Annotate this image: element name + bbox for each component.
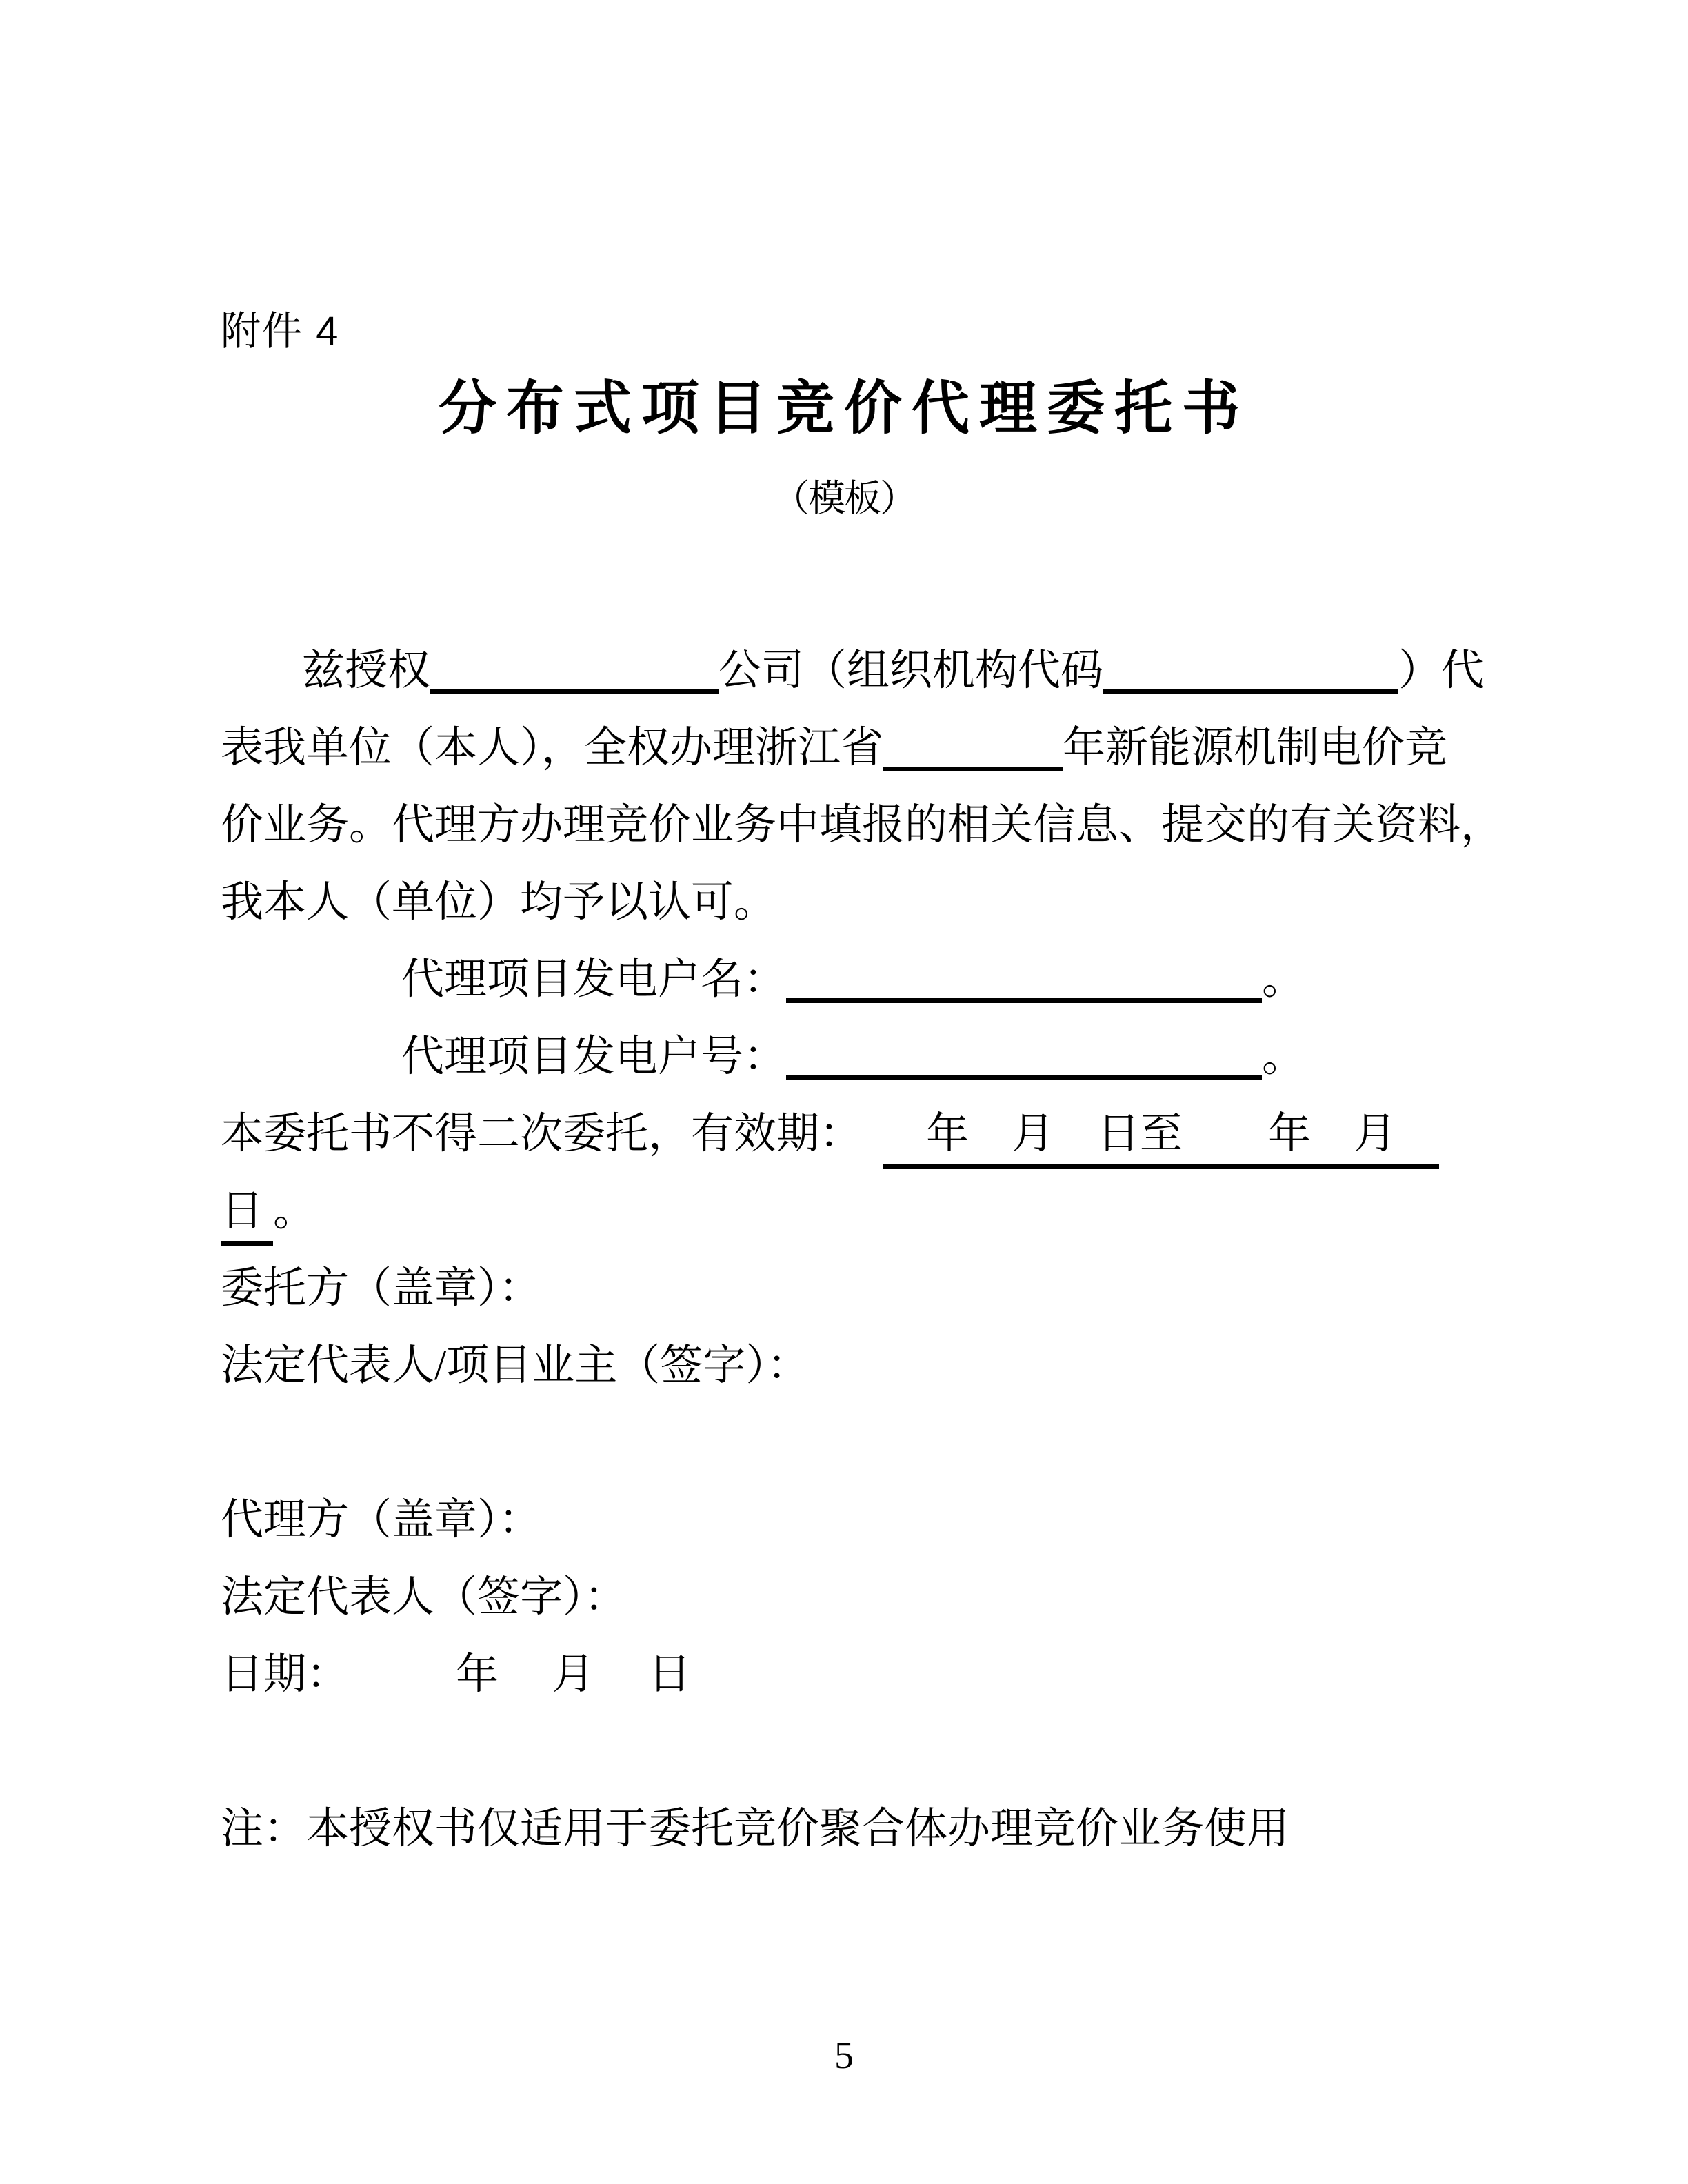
line-authorization-3 (221, 787, 1504, 864)
validity-gap (841, 1111, 883, 1157)
document-title: 分布式项目竞价代理委托书 (438, 377, 1249, 441)
date-label: 日期： 年 月 日 (221, 1651, 692, 1698)
client-seal-label: 委托方（盖章）： (221, 1265, 542, 1312)
line-validity-tail (221, 1173, 1495, 1250)
line-account-name (221, 941, 1495, 1018)
blank-year (883, 727, 1063, 771)
note-text: 注：本授权书仅适用于委托竞价聚合体办理竞价业务使用 (221, 1806, 1290, 1852)
agent-seal-label: 代理方（盖章）： (221, 1497, 542, 1544)
spacer-line-2 (221, 1713, 1495, 1790)
line-validity (221, 1095, 1495, 1173)
validity-tail-day: 日 (221, 1188, 273, 1246)
line-authorization-4 (221, 864, 1495, 941)
agent-signature-label: 法定代表人（签字）： (221, 1574, 627, 1621)
document-subtitle: （模板） (772, 478, 916, 519)
line-agent-signature (221, 1559, 1495, 1636)
line-authorization-1 (221, 632, 1495, 709)
account-name-label: 代理项目发电户名： (401, 956, 787, 1003)
line-client-signature (221, 1327, 1495, 1404)
line2-suffix-text: 年新能源机制电价竞 (1063, 725, 1448, 771)
line4-text: 我本人（单位）均予以认可。 (221, 879, 777, 926)
blank-company-name (430, 649, 719, 694)
authorize-prefix-text: 兹授权 (302, 647, 431, 694)
account-number-label: 代理项目发电户号： (401, 1033, 787, 1080)
company-suffix-text: 公司（组织机构代码 (719, 647, 1104, 694)
blank-account-number (786, 1035, 1262, 1080)
blank-account-name (786, 958, 1262, 1003)
code-close-text: ）代 (1398, 647, 1485, 694)
line-agent-seal (221, 1482, 1495, 1559)
document-body (221, 632, 1504, 1868)
validity-tail-period: 。 (273, 1188, 316, 1235)
line-account-number (221, 1018, 1495, 1095)
line-authorization-2 (221, 709, 1495, 787)
blank-org-code (1103, 649, 1398, 694)
page-number: 5 (834, 2034, 854, 2077)
account-name-period: 。 (1262, 956, 1305, 1003)
validity-date-blank: 年 月 日至 年 月 (883, 1111, 1439, 1169)
attachment-label: 附件 4 (221, 309, 340, 354)
line-date (221, 1636, 1495, 1713)
line3-text: 价业务。代理方办理竞价业务中填报的相关信息、提交的有关资料， (221, 802, 1504, 849)
account-number-period: 。 (1262, 1033, 1305, 1080)
line2-prefix-text: 表我单位（本人），全权办理浙江省 (221, 725, 884, 771)
spacer-line-1 (221, 1404, 1495, 1482)
line-note (221, 1790, 1495, 1868)
client-signature-label: 法定代表人/项目业主（签字）： (221, 1342, 810, 1389)
line-client-seal (221, 1250, 1495, 1327)
validity-prefix-text: 本委托书不得二次委托，有效期： (221, 1111, 841, 1157)
